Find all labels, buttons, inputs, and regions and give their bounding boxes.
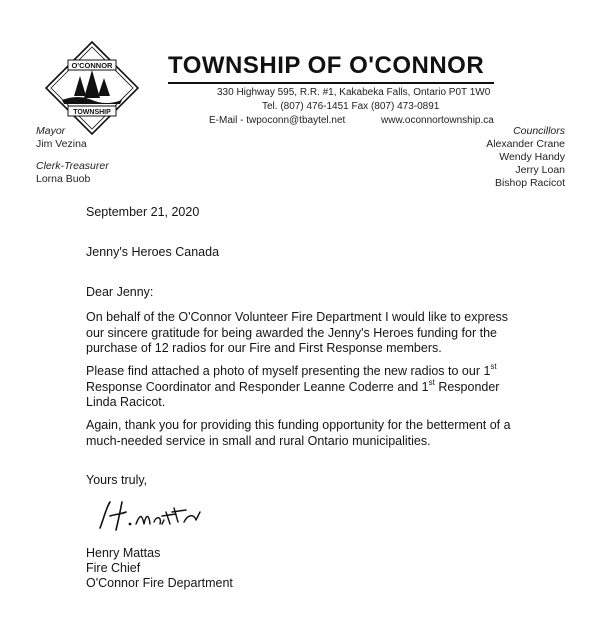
ordinal-suffix: st [428, 377, 435, 387]
paragraph-line: purchase of 12 radios for our Fire and First Response members. [86, 341, 442, 355]
letter-salutation: Dear Jenny: [86, 285, 154, 299]
councillor-name: Wendy Handy [499, 151, 565, 163]
signer-title: Fire Chief [86, 561, 141, 575]
email-line: E-Mail - twpoconn@tbaytel.net [209, 115, 346, 126]
paragraph-text: Responder [434, 379, 500, 394]
signer-name: Henry Mattas [86, 546, 161, 560]
signer-organization: O'Connor Fire Department [86, 576, 233, 590]
org-title: TOWNSHIP OF O'CONNOR [168, 52, 485, 79]
letterhead-rule [168, 82, 494, 84]
phone-fax-line: Tel. (807) 476-1451 Fax (807) 473-0891 [262, 101, 440, 112]
councillors-title: Councillors [513, 125, 565, 137]
clerk-name: Lorna Buob [36, 173, 91, 185]
mayor-title: Mayor [36, 125, 66, 137]
ordinal-suffix: st [490, 362, 497, 371]
paragraph-text: Response Coordinator and Responder Leanne Coderre and 1 [86, 379, 429, 394]
clerk-title: Clerk-Treasurer [36, 160, 109, 172]
logo-top-text: O'CONNOR [71, 61, 113, 70]
body-paragraph-2 [86, 364, 506, 411]
paragraph-line [86, 377, 506, 396]
body-paragraph-3 [86, 418, 511, 449]
handwritten-signature [96, 498, 206, 532]
body-paragraph-1 [86, 310, 509, 357]
paragraph-line: much-needed service in small and rural Ontario municipalities. [86, 433, 431, 448]
mayor-name: Jim Vezina [36, 138, 87, 150]
township-logo [44, 40, 140, 136]
address-line: 330 Highway 595, R.R. #1, Kakabeka Falls, Ontario P0T 1W0 [217, 87, 491, 98]
paragraph-line: On behalf of the O'Connor Volunteer Fire Department I would like to express [86, 310, 509, 324]
councillor-name: Alexander Crane [486, 138, 565, 150]
website-link[interactable]: www.oconnortownship.ca [381, 115, 494, 126]
paragraph-text: Please find attached a photo of myself presenting the new radios to our 1 [86, 364, 491, 378]
letter-recipient: Jenny's Heroes Canada [86, 245, 220, 259]
councillor-name: Bishop Racicot [494, 177, 565, 189]
letter-closing: Yours truly, [86, 473, 148, 487]
letter-date: September 21, 2020 [86, 205, 200, 219]
paragraph-line [86, 364, 506, 380]
paragraph-line: our sincere gratitude for being awarded the Jenny's Heroes funding for the [86, 325, 497, 340]
logo-bottom-text: TOWNSHIP [73, 109, 111, 116]
paragraph-line: Again, thank you for providing this funding opportunity for the betterment of a [86, 418, 511, 432]
councillor-name: Jerry Loan [515, 164, 565, 176]
paragraph-line: Linda Racicot. [86, 395, 166, 409]
